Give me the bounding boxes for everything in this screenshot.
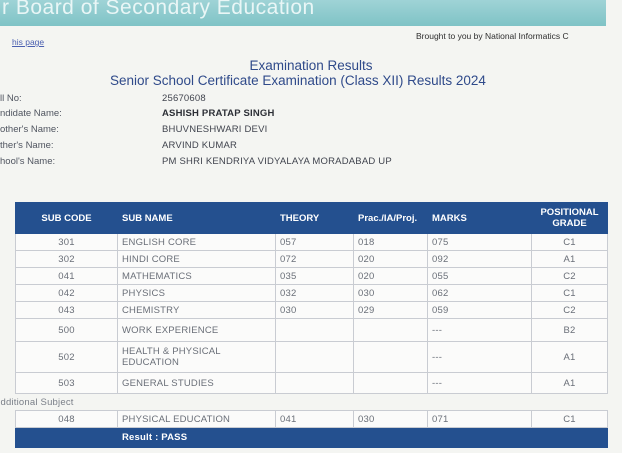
marks-table	[0, 202, 608, 448]
table-row	[16, 234, 608, 251]
table-row	[16, 411, 608, 428]
sub-name-cell: HEALTH & PHYSICAL EDUCATION	[118, 342, 276, 373]
school-name-value: PM SHRI KENDRIYA VIDYALAYA MORADABAD UP	[162, 156, 392, 167]
marks-cell: ---	[428, 319, 532, 342]
sub-name-cell: CHEMISTRY	[118, 302, 276, 319]
sub-code-cell: 048	[16, 411, 118, 428]
sub-name-cell: ENGLISH CORE	[118, 234, 276, 251]
additional-subject-row	[16, 394, 608, 411]
sub-name-cell: PHYSICS	[118, 285, 276, 302]
header-practical: Prac./IA/Proj.	[354, 203, 428, 234]
grade-cell: C2	[532, 268, 608, 285]
marks-cell: ---	[428, 373, 532, 394]
table-row	[16, 302, 608, 319]
sub-code-cell: 500	[16, 319, 118, 342]
sub-code-cell: 043	[16, 302, 118, 319]
marks-cell: ---	[428, 342, 532, 373]
table-row	[16, 342, 608, 373]
grade-cell: C1	[532, 234, 608, 251]
theory-cell	[276, 319, 354, 342]
grade-cell: A1	[532, 251, 608, 268]
candidate-name-value: ASHISH PRATAP SINGH	[162, 108, 275, 119]
marks-cell: 071	[428, 411, 532, 428]
table-row	[16, 285, 608, 302]
marks-cell: 055	[428, 268, 532, 285]
board-banner	[0, 0, 606, 26]
theory-cell: 041	[276, 411, 354, 428]
practical-cell: 018	[354, 234, 428, 251]
table-row	[16, 251, 608, 268]
exam-title: Senior School Certificate Examination (Class XII) Results 2024	[110, 73, 486, 88]
grade-cell: B2	[532, 319, 608, 342]
father-name-label: ther's Name:	[0, 140, 54, 151]
practical-cell	[354, 373, 428, 394]
candidate-name-label: ndidate Name:	[0, 108, 62, 119]
practical-cell	[354, 319, 428, 342]
practical-cell: 029	[354, 302, 428, 319]
result-row	[16, 428, 608, 448]
father-name-value: ARVIND KUMAR	[162, 140, 238, 151]
sub-name-cell: MATHEMATICS	[118, 268, 276, 285]
theory-cell: 057	[276, 234, 354, 251]
sub-name-cell: WORK EXPERIENCE	[118, 319, 276, 342]
practical-cell	[354, 342, 428, 373]
theory-cell: 032	[276, 285, 354, 302]
results-title: Examination Results	[249, 58, 373, 73]
practical-cell: 020	[354, 251, 428, 268]
sub-code-cell: 301	[16, 234, 118, 251]
sub-code-cell: 503	[16, 373, 118, 394]
mother-name-label: other's Name:	[0, 124, 59, 135]
grade-cell: C2	[532, 302, 608, 319]
additional-subject-label: dditional Subject	[0, 396, 74, 408]
practical-cell: 030	[354, 285, 428, 302]
table-row	[16, 319, 608, 342]
print-page-link[interactable]: his page	[12, 37, 45, 47]
theory-cell	[276, 342, 354, 373]
table-row	[16, 373, 608, 394]
marks-cell: 092	[428, 251, 532, 268]
practical-cell: 020	[354, 268, 428, 285]
grade-cell: A1	[532, 342, 608, 373]
roll-no-value: 25670608	[162, 93, 206, 104]
theory-cell: 072	[276, 251, 354, 268]
header-sub-name: SUB NAME	[118, 203, 276, 234]
sub-code-cell: 302	[16, 251, 118, 268]
sub-name-cell: PHYSICAL EDUCATION	[118, 411, 276, 428]
result-text: Result : PASS	[122, 432, 188, 443]
sub-name-cell: HINDI CORE	[118, 251, 276, 268]
theory-cell: 035	[276, 268, 354, 285]
sub-code-cell: 502	[16, 342, 118, 373]
header-positional-grade: POSITIONAL GRADE	[532, 203, 608, 234]
marks-cell: 075	[428, 234, 532, 251]
header-sub-code: SUB CODE	[16, 203, 118, 234]
theory-cell	[276, 373, 354, 394]
table-row	[16, 268, 608, 285]
sub-name-cell: GENERAL STUDIES	[118, 373, 276, 394]
practical-cell: 030	[354, 411, 428, 428]
theory-cell: 030	[276, 302, 354, 319]
marks-cell: 062	[428, 285, 532, 302]
brought-to-you-text: Brought to you by National Informatics C	[416, 31, 569, 41]
school-name-label: hool's Name:	[0, 156, 56, 167]
roll-no-label: ll No:	[0, 93, 22, 104]
header-theory: THEORY	[276, 203, 354, 234]
header-marks: MARKS	[428, 203, 532, 234]
sub-code-cell: 042	[16, 285, 118, 302]
mother-name-value: BHUVNESHWARI DEVI	[162, 124, 268, 135]
marks-cell: 059	[428, 302, 532, 319]
sub-code-cell: 041	[16, 268, 118, 285]
grade-cell: A1	[532, 373, 608, 394]
grade-cell: C1	[532, 285, 608, 302]
board-banner-text: r Board of Secondary Education	[2, 0, 315, 19]
grade-cell: C1	[532, 411, 608, 428]
table-header-row	[16, 203, 608, 234]
result-cell	[16, 428, 608, 448]
